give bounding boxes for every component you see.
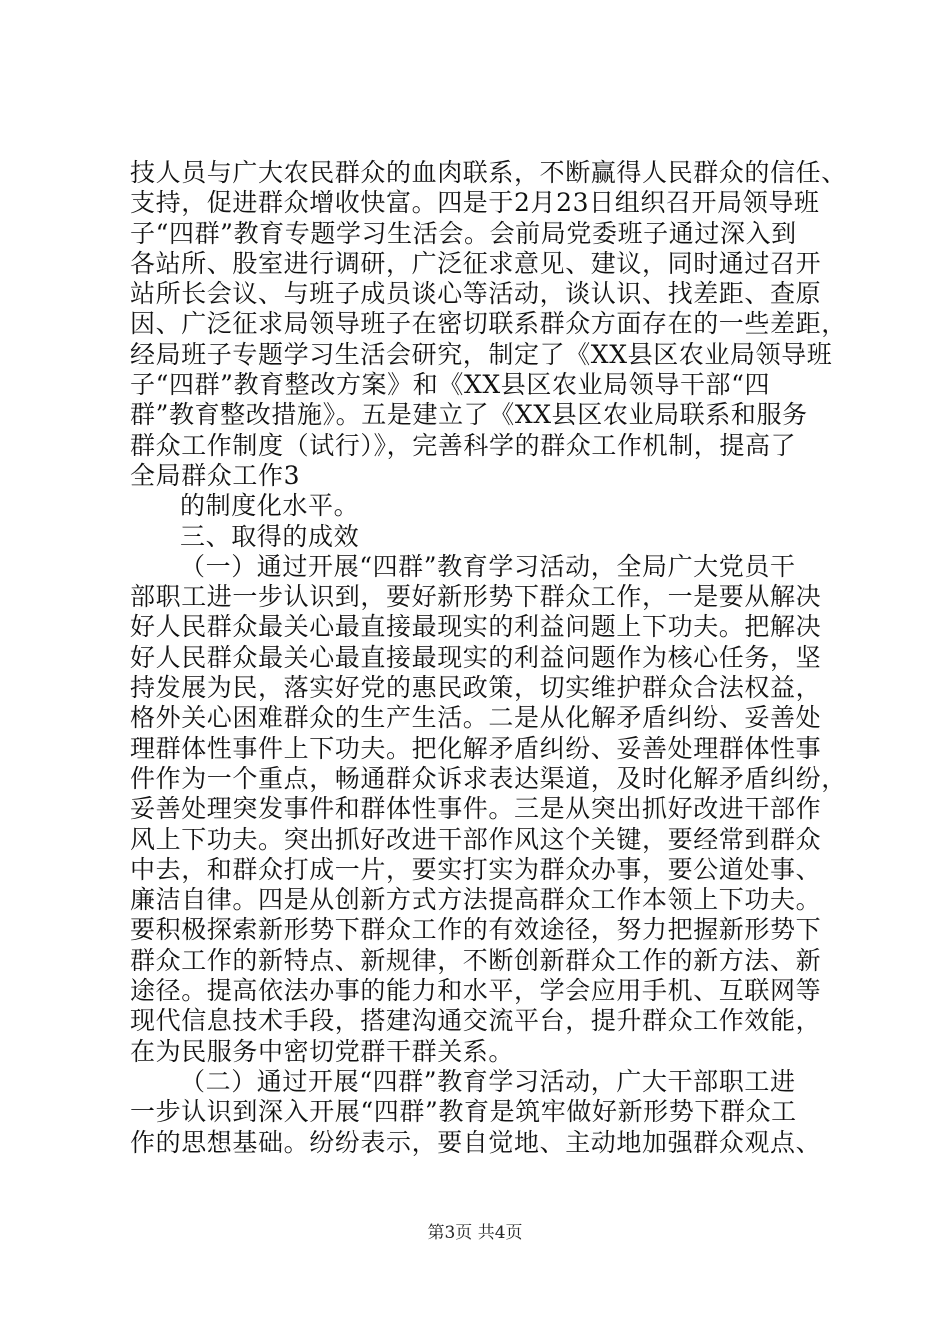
text-line: 群众工作制度（试行）》，完善科学的群众工作机制，提高了 bbox=[130, 430, 797, 460]
text-line: 支持，促进群众增收快富。四是于2月23日组织召开局领导班 bbox=[130, 188, 820, 218]
text-line: 廉洁自律。四是从创新方式方法提高群众工作本领上下功夫。 bbox=[130, 885, 822, 915]
text-line: 子“四群”教育整改方案》和《XX县区农业局领导干部“四 bbox=[130, 370, 771, 400]
document-body bbox=[130, 158, 847, 1158]
text-line: 要积极探索新形势下群众工作的有效途径，努力把握新形势下 bbox=[130, 915, 822, 945]
text-line: 妥善处理突发事件和群体性事件。三是从突出抓好改进干部作 bbox=[130, 794, 822, 824]
page-footer: 第3页 共4页 bbox=[427, 1223, 523, 1243]
text-line: 三、取得的成效 bbox=[180, 521, 360, 551]
text-line: 部职工进一步认识到，要好新形势下群众工作，一是要从解决 bbox=[130, 582, 822, 612]
text-line: 群”教育整改措施》。五是建立了《XX县区农业局联系和服务 bbox=[130, 400, 808, 430]
text-line: 在为民服务中密切党群干群关系。 bbox=[130, 1036, 515, 1066]
text-line: 技人员与广大农民群众的血肉联系，不断赢得人民群众的信任、 bbox=[130, 158, 847, 187]
text-line: 一步认识到深入开展“四群”教育是筑牢做好新形势下群众工 bbox=[130, 1097, 797, 1127]
text-line: 中去，和群众打成一片，要实打实为群众办事，要公道处事、 bbox=[130, 854, 822, 884]
text-line: （一）通过开展“四群”教育学习活动，全局广大党员干 bbox=[180, 551, 796, 581]
text-line: 的制度化水平。 bbox=[180, 491, 360, 521]
text-line: 件作为一个重点，畅通群众诉求表达渠道，及时化解矛盾纠纷， bbox=[130, 763, 847, 793]
text-line: 风上下功夫。突出抓好改进干部作风这个关键，要经常到群众 bbox=[130, 824, 822, 854]
text-line: 持发展为民，落实好党的惠民政策，切实维护群众合法权益， bbox=[130, 673, 822, 703]
text-line: 各站所、股室进行调研，广泛征求意见、建议，同时通过召开 bbox=[130, 248, 822, 278]
text-line: 全局群众工作3 bbox=[130, 460, 301, 490]
text-line: 群众工作的新特点、新规律，不断创新群众工作的新方法、新 bbox=[130, 945, 822, 975]
text-line: 因、广泛征求局领导班子在密切联系群众方面存在的一些差距， bbox=[130, 309, 847, 339]
text-line: 现代信息技术手段，搭建沟通交流平台，提升群众工作效能， bbox=[130, 1006, 822, 1036]
text-line: 好人民群众最关心最直接最现实的利益问题作为核心任务，坚 bbox=[130, 642, 822, 672]
text-line: 经局班子专题学习生活会研究，制定了《XX县区农业局领导班 bbox=[130, 339, 833, 369]
text-line: 格外关心困难群众的生产生活。二是从化解矛盾纠纷、妥善处 bbox=[130, 703, 822, 733]
text-line: 途径。提高依法办事的能力和水平，学会应用手机、互联网等 bbox=[130, 976, 822, 1006]
text-line: 作的思想基础。纷纷表示，要自觉地、主动地加强群众观点、 bbox=[130, 1127, 822, 1157]
text-line: 理群体性事件上下功夫。把化解矛盾纠纷、妥善处理群体性事 bbox=[130, 733, 822, 763]
text-line: 站所长会议、与班子成员谈心等活动，谈认识、找差距、查原 bbox=[130, 279, 822, 309]
text-line: （二）通过开展“四群”教育学习活动，广大干部职工进 bbox=[180, 1066, 796, 1096]
text-line: 子“四群”教育专题学习生活会。会前局党委班子通过深入到 bbox=[130, 218, 797, 248]
text-line: 好人民群众最关心最直接最现实的利益问题上下功夫。把解决 bbox=[130, 612, 822, 642]
